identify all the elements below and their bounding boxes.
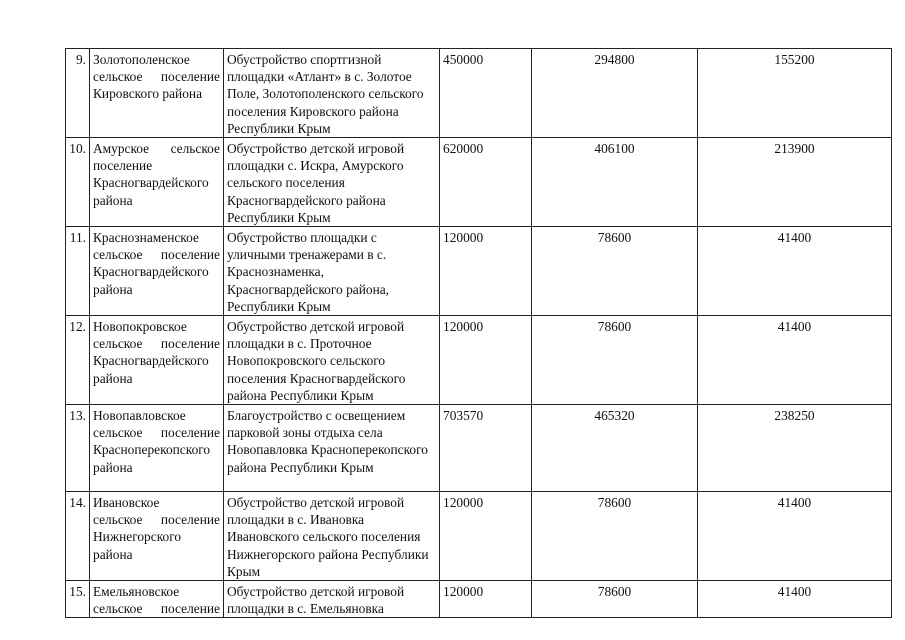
row-number: 9. — [66, 49, 90, 138]
object-description: Обустройство спортгизной площадки «Атлант» в с. Золотое Поле, Золотополенского сельского поселения Кировского района Республики Крым — [224, 49, 440, 138]
municipality-line: Краснознаменское — [93, 230, 199, 246]
federal-amount: 78600 — [532, 492, 698, 581]
row-number: 15. — [66, 581, 90, 618]
federal-amount: 406100 — [532, 138, 698, 227]
municipality-line: Красноперекопского — [93, 442, 211, 458]
municipality-line: Новопокровское — [93, 319, 187, 335]
municipality-line: Ивановское — [93, 495, 160, 511]
local-amount: 41400 — [698, 581, 892, 618]
municipality-line: Нижнегорского — [93, 529, 182, 545]
municipality-line: района — [93, 281, 133, 297]
table-row — [66, 49, 892, 138]
federal-amount: 465320 — [532, 405, 698, 492]
table-row — [66, 316, 892, 405]
municipality-line: сельское поселение — [93, 247, 220, 263]
municipality-cell — [90, 581, 224, 618]
municipality-line: сельское поселение — [93, 512, 220, 528]
municipality-line: Золотополенское — [93, 52, 190, 67]
local-amount: 213900 — [698, 138, 892, 227]
projects-table — [65, 48, 892, 618]
row-number: 10. — [66, 138, 90, 227]
local-amount: 41400 — [698, 492, 892, 581]
municipality-cell — [90, 405, 224, 492]
total-amount: 703570 — [440, 405, 532, 492]
object-description: Обустройство площадки с уличными тренажерами в с. Краснознаменка, Красногвардейского района, Республики Крым — [224, 227, 440, 316]
total-amount: 120000 — [440, 581, 532, 618]
federal-amount: 78600 — [532, 316, 698, 405]
municipality-line: Кировского района — [93, 86, 203, 102]
total-amount: 120000 — [440, 227, 532, 316]
municipality-line: Емельяновское — [93, 584, 180, 600]
federal-amount: 294800 — [532, 49, 698, 138]
municipality-cell — [90, 227, 224, 316]
table-row — [66, 581, 892, 618]
table-row — [66, 405, 892, 492]
municipality-line: района — [93, 192, 133, 208]
local-amount: 41400 — [698, 316, 892, 405]
municipality-line: Амурское сельское — [93, 141, 220, 157]
municipality-line: сельское поселение — [93, 336, 220, 352]
municipality-cell — [90, 316, 224, 405]
object-description: Благоустройство с освещением парковой зоны отдыха села Новопавловка Красноперекопского района Республики Крым — [224, 405, 440, 492]
federal-amount: 78600 — [532, 581, 698, 618]
municipality-cell — [90, 49, 224, 138]
total-amount: 620000 — [440, 138, 532, 227]
municipality-line: района — [93, 370, 133, 386]
municipality-cell — [90, 138, 224, 227]
municipality-line: Красногвардейского — [93, 264, 209, 280]
row-number: 11. — [66, 227, 90, 316]
object-description: Обустройство детской игровой площадки с. Искра, Амурского сельского поселения Красногвардейского района Республики Крым — [224, 138, 440, 227]
municipality-line: Красногвардейского — [93, 175, 209, 191]
municipality-line: сельское поселение — [93, 425, 220, 441]
table-row — [66, 227, 892, 316]
object-description: Обустройство детской игровой площадки в с. Емельяновка — [224, 581, 440, 618]
federal-amount: 78600 — [532, 227, 698, 316]
municipality-line: Новопавловское — [93, 408, 186, 424]
municipality-line: района — [93, 459, 133, 475]
object-description: Обустройство детской игровой площадки в с. Проточное Новопокровского сельского поселения Красногвардейского района Республики Крым — [224, 316, 440, 405]
municipality-line: поселение — [93, 158, 153, 174]
local-amount: 238250 — [698, 405, 892, 492]
table-row — [66, 138, 892, 227]
local-amount: 41400 — [698, 227, 892, 316]
table-row — [66, 492, 892, 581]
total-amount: 120000 — [440, 492, 532, 581]
municipality-cell — [90, 492, 224, 581]
row-number: 13. — [66, 405, 90, 492]
municipality-line: Красногвардейского — [93, 353, 209, 369]
total-amount: 450000 — [440, 49, 532, 138]
row-number: 12. — [66, 316, 90, 405]
row-number: 14. — [66, 492, 90, 581]
local-amount: 155200 — [698, 49, 892, 138]
municipality-line: сельское поселение — [93, 69, 220, 85]
object-description: Обустройство детской игровой площадки в с. Ивановка Ивановского сельского поселения Нижнегорского района Республики Крым — [224, 492, 440, 581]
municipality-line: района — [93, 546, 133, 562]
total-amount: 120000 — [440, 316, 532, 405]
municipality-line: сельское поселение — [93, 601, 220, 617]
